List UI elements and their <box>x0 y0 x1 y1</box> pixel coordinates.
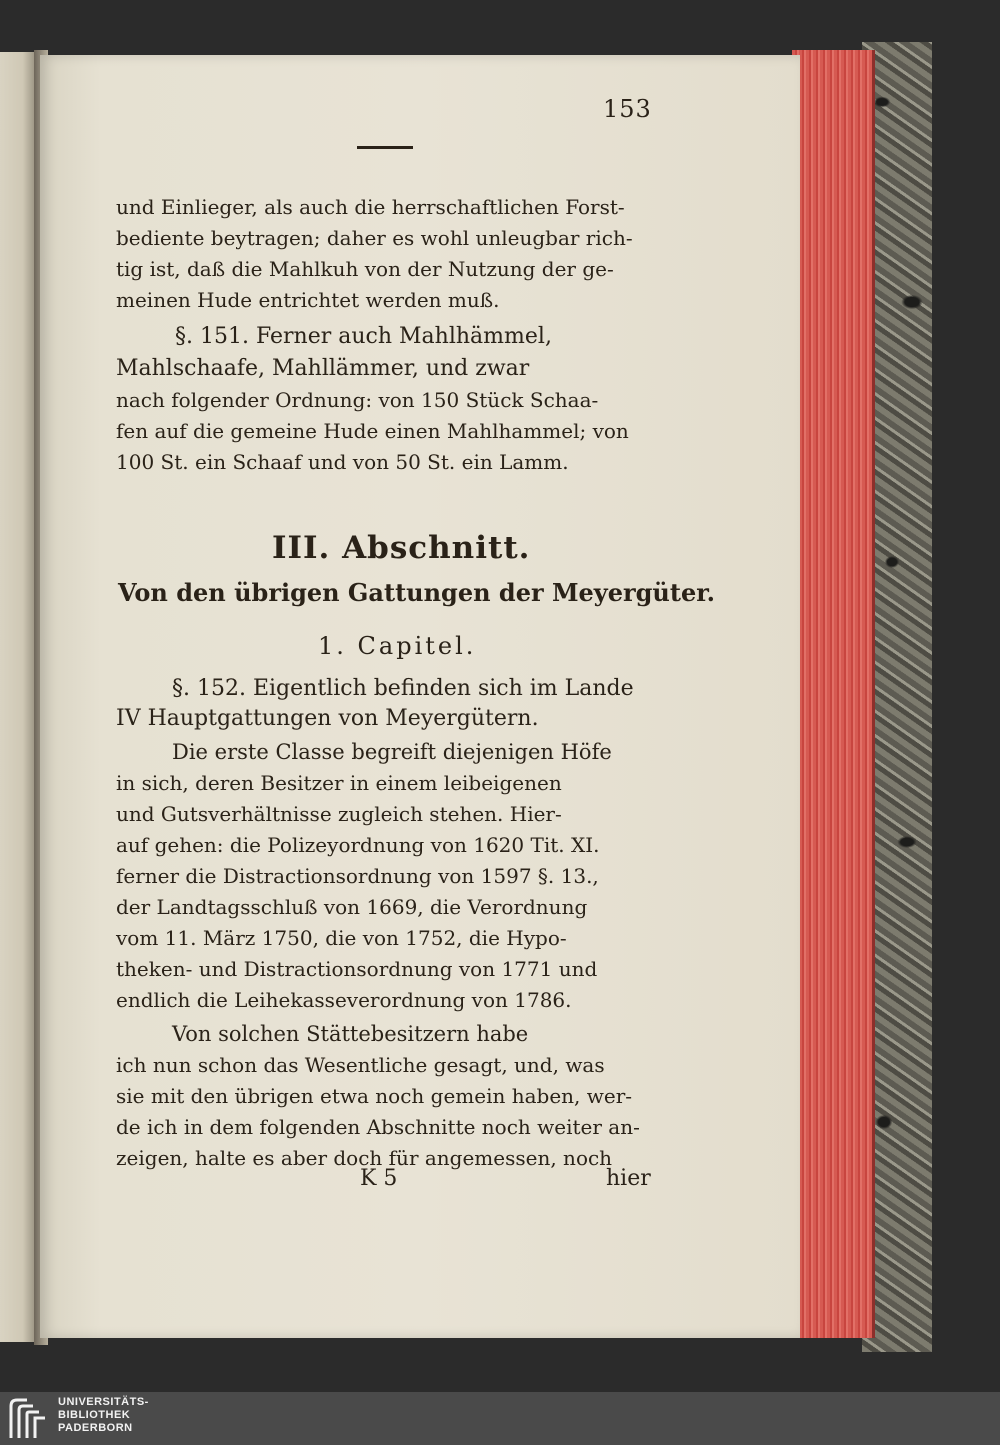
text-line: Mahlschaafe, Mahllämmer, und zwar <box>116 356 530 381</box>
text-line: und Einlieger, als auch die herrschaftlichen Forst- <box>116 195 625 219</box>
text-line: §. 151. Ferner auch Mahlhämmel, <box>175 324 552 349</box>
text-line: 100 St. ein Schaaf und von 50 St. ein Lamm. <box>116 450 569 474</box>
left-page-edge <box>0 52 38 1342</box>
chapter-title: 1. Capitel. <box>318 632 477 660</box>
section-subtitle: Von den übrigen Gattungen der Meyergüter. <box>118 578 716 607</box>
text-line: der Landtagsschluß von 1669, die Verordnung <box>116 895 588 919</box>
text-line: und Gutsverhältnisse zugleich stehen. Hier- <box>116 802 562 826</box>
text-line: sie mit den übrigen etwa noch gemein haben, wer- <box>116 1084 633 1108</box>
text-line: fen auf die gemeine Hude einen Mahlhammel; von <box>116 419 629 443</box>
header-rule <box>357 146 413 149</box>
text-line: zeigen, halte es aber doch für angemessen, noch <box>116 1146 613 1170</box>
text-line: de ich in dem folgenden Abschnitte noch weiter an- <box>116 1115 640 1139</box>
text-line: Von solchen Stättebesitzern habe <box>172 1022 529 1046</box>
text-line: tig ist, daß die Mahlkuh von der Nutzung der ge- <box>116 257 614 281</box>
text-line: nach folgender Ordnung: von 150 Stück Schaa- <box>116 388 599 412</box>
text-line: ferner die Distractionsordnung von 1597 §. 13., <box>116 864 599 888</box>
university-library-logo-icon <box>5 1396 49 1442</box>
text-line: meinen Hude entrichtet werden muß. <box>116 288 500 312</box>
text-line: auf gehen: die Polizeyordnung von 1620 Tit. XI. <box>116 833 600 857</box>
text-line: §. 152. Eigentlich befinden sich im Lande <box>172 676 634 701</box>
text-line: Die erste Classe begreift diejenigen Höfe <box>172 740 612 764</box>
signature-mark: K 5 <box>360 1166 398 1191</box>
footer-bar <box>0 1392 1000 1445</box>
library-name-line: BIBLIOTHEK <box>58 1409 131 1421</box>
catchword: hier <box>606 1166 651 1191</box>
text-line: vom 11. März 1750, die von 1752, die Hypo- <box>116 926 567 950</box>
text-line: endlich die Leihekasseverordnung von 1786. <box>116 988 572 1012</box>
page-number: 153 <box>603 95 652 123</box>
text-line: IV Hauptgattungen von Meyergütern. <box>116 706 539 731</box>
red-page-edges <box>792 50 875 1338</box>
text-line: bediente beytragen; daher es wohl unleugbar rich- <box>116 226 633 250</box>
library-name <box>58 1396 149 1435</box>
library-name-line: UNIVERSITÄTS- <box>58 1396 149 1408</box>
text-line: ich nun schon das Wesentliche gesagt, und, was <box>116 1053 605 1077</box>
library-name-line: PADERBORN <box>58 1422 133 1434</box>
text-line: theken- und Distractionsordnung von 1771 und <box>116 957 598 981</box>
section-title: III. Abschnitt. <box>272 530 531 566</box>
text-line: in sich, deren Besitzer in einem leibeigenen <box>116 771 562 795</box>
